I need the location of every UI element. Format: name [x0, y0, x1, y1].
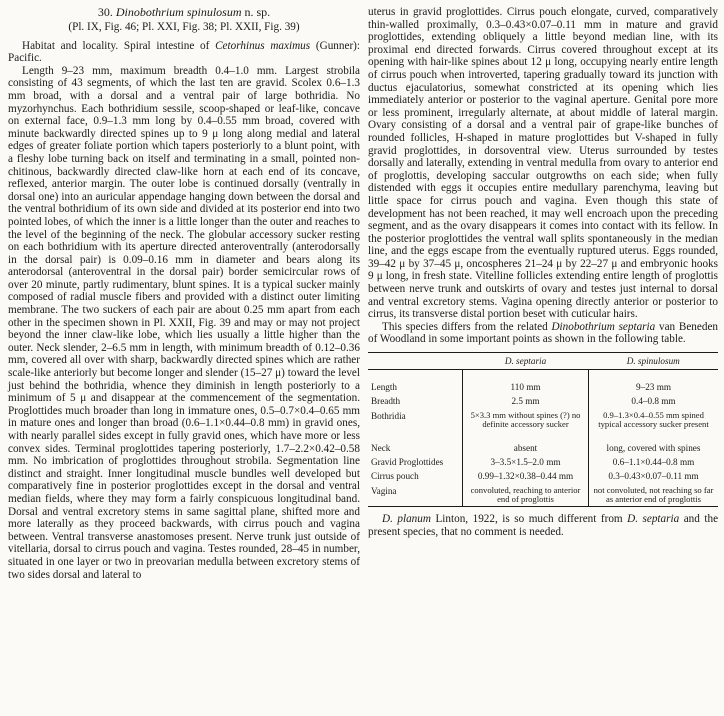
- heading-species: Dinobothrium spinulosum: [115, 5, 242, 19]
- heading-number: 30.: [97, 5, 113, 19]
- row-label: Length: [371, 382, 398, 393]
- row-spinulosum: 0.6–1.1×0.44–0.8 mm: [612, 457, 695, 468]
- table-row: [368, 441, 718, 455]
- right-column: [368, 6, 718, 538]
- comparison-table: [368, 352, 718, 507]
- row-spinulosum: long, covered with spines: [606, 443, 701, 454]
- comparison-intro: [368, 321, 718, 346]
- table-header-row: [368, 353, 718, 370]
- row-septaria: 110 mm: [463, 380, 589, 394]
- table-row: [368, 455, 718, 469]
- closing-tail: Linton, 1922, is so much different from: [435, 513, 623, 526]
- row-septaria: 2.5 mm: [463, 394, 589, 408]
- table-row: [368, 409, 718, 431]
- row-label: Vagina: [368, 484, 463, 507]
- row-septaria: absent: [463, 441, 589, 455]
- left-column: [8, 6, 360, 581]
- table-header-spinulosum: D. spinulosum: [589, 353, 719, 370]
- habitat-lead: Habitat and locality. Spiral intestine of: [22, 39, 210, 52]
- row-label: Gravid Proglottides: [371, 457, 444, 468]
- closing-paragraph: [368, 513, 718, 538]
- table-row: [368, 469, 718, 483]
- comparison-species: Dinobothrium septaria: [551, 320, 656, 333]
- habitat-paragraph: [8, 40, 360, 65]
- description-continued: uterus in gravid proglottides. Cirrus pouch elongate, curved, comparatively thin-walled proximally, 0.3–0.43×0.07–0.11 mm in mature and gravid proglottides, extending obliquely a little beyond median line, with its proximal end directed forwards. Cirrus covered throughout except at its opening with hair-like spines about 12 μ long, occupying nearly entire length of cirrus pouch when introverted, tapering gradually toward its junction with ductus ejaculatorius, somewhat constricted at its opening which lies immediately anterior or posterior to the vaginal aperture. Genital pore more or less prominent, irregularly alternate, at about middle of lateral margin. Ovary consisting of a dorsal and a ventral pair of grape-like bunches of rounded follicles, H-shaped in mature proglottides but V-shaped in fully gravid proglottides, in dorsoventral view. Uterus surrounded by testes dorsally and laterally, extending in ventral medulla from ovary to anterior end of proglottis, developing saccular outgrowths on each side; when fully distended with eggs it occupies entire medullary parenchyma, leaving but little space for cirrus pouch and vagina. Even though this state of development has not been reached, it may well encroach upon the preceding segment, and as the ovary disappears it comes into contact with its fellow. In the posterior proglottides the ventral wall splits spontaneously in the median line, and the eggs escape from the eventually ruptured uterus. Eggs rounded, 39–42 μ by 37–45 μ, oncospheres 21–24 μ by 22–27 μ and embryonic hooks 9 μ long, in fresh state. Vitelline follicles extending entire length of proglottis between nerve trunk and outskirts of ovary and testes just internal to dorsal and ventral excretory stems. Vagina opening directly anterior or posterior to cirrus, its transverse distal portion beset with cuticular hairs.: [368, 6, 718, 321]
- description-paragraph: Length 9–23 mm, maximum breadth 0.4–1.0 mm. Largest strobila consisting of 43 segments, of which the last ten are gravid. Scolex 0.6–1.3 mm broad, with a dorsal and a ventral pair of large bothridia. No myzorhynchus. Each bothridium sessile, scoop-shaped or leaf-like, concave on external face, 0.9–1.3 mm long by 0.4–0.55 mm broad, covered with minute backwardly directed spines up to 9 μ long along medial and lateral edges of greater foliate portion which tapers posteriorly to a blunt point, with a fleshy lobe turning back on itself and terminating in a small, pointed non-chitinous, backwardly directed claw-like horn at each end of its concave, reflexed, anterior margin. The outer lobe is continued dorsally (ventrally in dorsal one) into an auricular appendage hanging down between the dorsal and the ventral bothridium of its own side and divided at its posterior end into two pointed lobes, of which the inner is a little longer than the outer and reaches to the level of the beginning of the neck. The globular accessory sucker resting on each bothridium with its aperture directed anteroventrally (anterodorsally in the dorsal pair) is 0.09–0.16 mm in diameter and bears along its anterodorsal (anteroventral in the dorsal pair) border semicircular rows of over 20 minute, partly rudimentary, blunt spines. It is a typical sucker mainly composed of radial muscle fibers and provided with a distinct outer limiting membrane. The two suckers of each pair are about 0.25 mm apart from each other in the specimen shown in Pl. XXII, Fig. 39 and may or may not project beyond the inner claw-like lobe, which lies usually a little higher than the outer. Neck slender, 2–6.5 mm in length, with minimum breadth of 0.12–0.36 mm, covered all over with sharp, backwardly directed spines which are rather scale-like anteriorly but become longer and slender (15–27 μ) toward the level just behind the bothridia, whence they diminish in length posteriorly to a minimum of 5 μ and disappear at the commencement of the segmentation. Proglottides much broader than long in immature ones, 0.5–0.7×0.4–0.65 mm in mature ones and longer than broad (0.6–1.1×0.44–0.8 mm) in gravid ones, with nearly parallel sides except in fully gravid ones, which have more or less convex sides. Terminal proglottides tapering posteriorly, 1.7–2.2×0.42–0.58 mm. No imbrication of proglottides throughout strobila. Segmentation line distinct and straight. Inner longitudinal muscle bundles well developed but comparatively fine in posterior proglottides except in the dorsal and ventral median fields, where they may form a fairly conspicuous longitudinal band. Dorsal and ventral excretory stems in same sagittal plane, shifted more and more laterally as they proceed backwards, with cirrus pouch and vagina between. Ventral transverse anastomoses present. Nerve trunk just outside of vitellaria, dorsal to cirrus pouch and vagina. Testes rounded, 28–45 in number, situated in one layer or two in preovarian medulla between excretory stems of two sides dorsal and lateral to: [8, 64, 360, 581]
- row-spinulosum: 9–23 mm: [636, 382, 671, 393]
- row-septaria: convoluted, reaching to anterior end of proglottis: [463, 484, 589, 507]
- row-spinulosum: 0.4–0.8 mm: [631, 396, 676, 407]
- table-row: [368, 394, 718, 408]
- table-header-septaria: D. septaria: [463, 353, 589, 370]
- closing-species: D. planum: [382, 513, 431, 526]
- heading-suffix: n. sp.: [244, 5, 271, 19]
- row-septaria: 3–3.5×1.5–2.0 mm: [463, 455, 589, 469]
- species-heading: [8, 6, 360, 19]
- row-spinulosum: 0.3–0.43×0.07–0.11 mm: [608, 471, 699, 482]
- comparison-lead: This species differs from the related: [382, 320, 548, 333]
- table-row: [368, 484, 718, 507]
- closing-species-2: D. septaria: [627, 513, 680, 526]
- closing-end: and the present species, that no comment is needed.: [368, 513, 719, 538]
- row-label: Neck: [371, 443, 391, 454]
- habitat-tail: (Gunner): Pacific.: [8, 39, 361, 65]
- table-header-blank: [368, 353, 463, 370]
- habitat-host: Cetorhinus maximus: [215, 39, 311, 52]
- row-label: Cirrus pouch: [371, 471, 419, 482]
- row-label: Bothridia: [371, 410, 406, 421]
- comparison-tail: van Beneden of Woodland in some important points as shown in the following table.: [368, 320, 719, 346]
- row-label: Breadth: [371, 396, 401, 407]
- row-spinulosum: not convoluted, not reaching so far as anterior end of proglottis: [589, 484, 719, 507]
- row-septaria: 5×3.3 mm without spines (?) no definite accessory sucker: [463, 409, 589, 431]
- row-septaria: 0.99–1.32×0.38–0.44 mm: [463, 469, 589, 483]
- table-row: [368, 380, 718, 394]
- figure-references: (Pl. IX, Fig. 46; Pl. XXI, Fig. 38; Pl. XXII, Fig. 39): [68, 21, 300, 33]
- row-spinulosum: 0.9–1.3×0.4–0.55 mm spined typical accessory sucker present: [598, 409, 709, 429]
